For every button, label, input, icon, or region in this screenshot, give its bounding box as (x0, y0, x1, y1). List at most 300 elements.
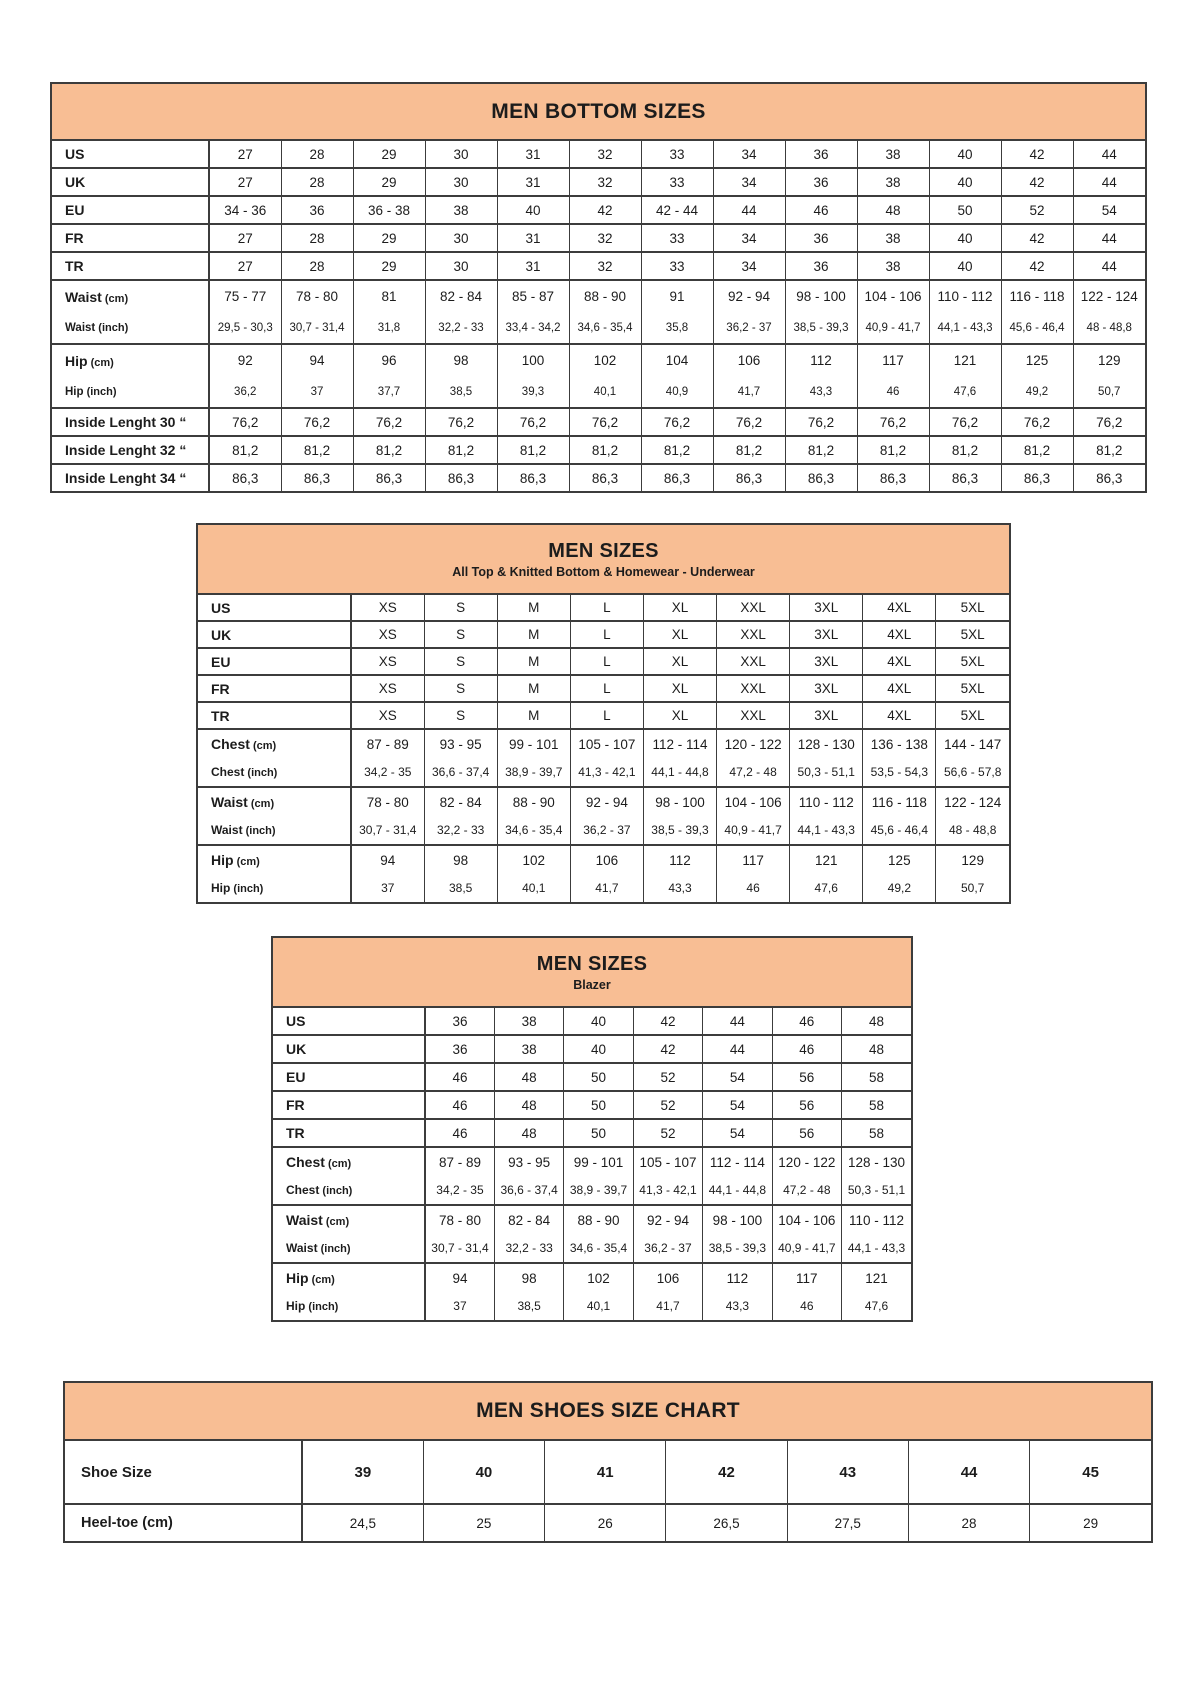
cell: 43,3 (785, 376, 857, 408)
cell: S (424, 621, 497, 648)
cell: 27 (209, 224, 281, 252)
cell: 36 (785, 168, 857, 196)
cell: 87 - 89 (351, 729, 424, 758)
cell: 5XL (936, 702, 1009, 729)
cell: 40 (564, 1008, 633, 1035)
cell: 76,2 (569, 408, 641, 436)
table-row (198, 874, 1009, 902)
men-blazer-sizes-header (273, 938, 911, 1008)
cell: 36 - 38 (353, 196, 425, 224)
cell: 117 (772, 1263, 841, 1292)
cell: 38,5 - 39,3 (785, 312, 857, 344)
cell: 42 (666, 1441, 787, 1504)
cell: 43 (787, 1441, 908, 1504)
cell: 30 (425, 252, 497, 280)
row-label: Chest (cm) (273, 1147, 425, 1176)
cell: 34,6 - 35,4 (497, 816, 570, 845)
men-bottom-sizes-grid (52, 141, 1145, 491)
cell: 78 - 80 (281, 280, 353, 312)
cell: 125 (863, 845, 936, 874)
table-row (273, 1091, 911, 1119)
cell: 81,2 (1001, 436, 1073, 464)
row-label: US (52, 141, 209, 168)
row-label: Waist (cm) (198, 787, 351, 816)
row-label: UK (273, 1035, 425, 1063)
cell: XXL (717, 595, 790, 621)
cell: 5XL (936, 675, 1009, 702)
cell: 33 (641, 252, 713, 280)
row-label: Hip (inch) (273, 1292, 425, 1320)
table-subtitle: All Top & Knitted Bottom & Homewear - Underwear (452, 564, 755, 579)
cell: 36 (785, 224, 857, 252)
row-label: TR (52, 252, 209, 280)
cell: XS (351, 648, 424, 675)
row-label: EU (273, 1063, 425, 1091)
row-label: FR (52, 224, 209, 252)
cell: 28 (281, 141, 353, 168)
cell: 42 (633, 1035, 702, 1063)
row-label: FR (198, 675, 351, 702)
row-label: Inside Lenght 30 “ (52, 408, 209, 436)
row-label: Waist (cm) (273, 1205, 425, 1234)
cell: 117 (857, 344, 929, 376)
row-label: FR (273, 1091, 425, 1119)
cell: 46 (857, 376, 929, 408)
cell: 34,2 - 35 (425, 1176, 494, 1205)
cell: 29 (353, 224, 425, 252)
cell: 88 - 90 (497, 787, 570, 816)
cell: 37 (425, 1292, 494, 1320)
cell: 40,1 (497, 874, 570, 902)
cell: 81,2 (929, 436, 1001, 464)
cell: 40,9 (641, 376, 713, 408)
cell: 106 (713, 344, 785, 376)
table-row (65, 1441, 1151, 1504)
cell: 29 (353, 252, 425, 280)
row-label: Heel-toe (cm) (65, 1504, 302, 1541)
row-label: Hip (inch) (198, 874, 351, 902)
cell: 27 (209, 252, 281, 280)
cell: 33 (641, 168, 713, 196)
cell: 4XL (863, 595, 936, 621)
cell: 38,5 - 39,3 (703, 1234, 772, 1263)
cell: 105 - 107 (570, 729, 643, 758)
row-label: UK (52, 168, 209, 196)
cell: 3XL (790, 621, 863, 648)
cell: 30,7 - 31,4 (351, 816, 424, 845)
cell: 28 (281, 168, 353, 196)
table-row (198, 648, 1009, 675)
cell: 81,2 (569, 436, 641, 464)
cell: 102 (497, 845, 570, 874)
cell: 81,2 (209, 436, 281, 464)
cell: 27 (209, 141, 281, 168)
cell: 76,2 (713, 408, 785, 436)
men-top-sizes-grid (198, 595, 1009, 902)
cell: 30 (425, 168, 497, 196)
cell: 129 (1073, 344, 1145, 376)
table-row (273, 1063, 911, 1091)
cell: 39,3 (497, 376, 569, 408)
table-title: MEN BOTTOM SIZES (491, 99, 706, 123)
cell: 92 - 94 (570, 787, 643, 816)
men-top-sizes-table (196, 523, 1011, 904)
cell: XL (643, 702, 716, 729)
cell: 43,3 (643, 874, 716, 902)
cell: 49,2 (1001, 376, 1073, 408)
cell: 92 - 94 (713, 280, 785, 312)
cell: 38 (857, 252, 929, 280)
cell: 44 (1073, 224, 1145, 252)
cell: 76,2 (281, 408, 353, 436)
cell: 41,3 - 42,1 (570, 758, 643, 787)
cell: 40 (929, 168, 1001, 196)
cell: 44 (703, 1008, 772, 1035)
cell: 27,5 (787, 1504, 908, 1541)
cell: 36,2 - 37 (633, 1234, 702, 1263)
row-label: Chest (cm) (198, 729, 351, 758)
cell: 25 (423, 1504, 544, 1541)
row-label: Chest (inch) (273, 1176, 425, 1205)
cell: 125 (1001, 344, 1073, 376)
cell: 78 - 80 (425, 1205, 494, 1234)
cell: 76,2 (353, 408, 425, 436)
table-row (198, 816, 1009, 845)
cell: 41,7 (570, 874, 643, 902)
cell: 120 - 122 (772, 1147, 841, 1176)
cell: 3XL (790, 595, 863, 621)
cell: 28 (281, 224, 353, 252)
cell: 30 (425, 224, 497, 252)
cell: 36,6 - 37,4 (494, 1176, 563, 1205)
cell: 96 (353, 344, 425, 376)
cell: S (424, 595, 497, 621)
cell: 52 (633, 1063, 702, 1091)
men-shoes-grid (65, 1441, 1151, 1541)
cell: 36 (785, 141, 857, 168)
cell: 86,3 (425, 464, 497, 491)
cell: 46 (425, 1091, 494, 1119)
cell: 105 - 107 (633, 1147, 702, 1176)
cell: 117 (717, 845, 790, 874)
cell: 86,3 (353, 464, 425, 491)
cell: 112 (643, 845, 716, 874)
table-row (273, 1119, 911, 1147)
cell: XL (643, 595, 716, 621)
cell: 38,5 (424, 874, 497, 902)
cell: 5XL (936, 648, 1009, 675)
cell: 40 (564, 1035, 633, 1063)
cell: 47,2 - 48 (772, 1176, 841, 1205)
cell: 98 (425, 344, 497, 376)
cell: 31 (497, 224, 569, 252)
cell: S (424, 675, 497, 702)
cell: 42 (1001, 252, 1073, 280)
cell: 38,9 - 39,7 (564, 1176, 633, 1205)
cell: 86,3 (785, 464, 857, 491)
cell: 94 (281, 344, 353, 376)
cell: 40 (929, 141, 1001, 168)
cell: 32 (569, 252, 641, 280)
cell: 52 (1001, 196, 1073, 224)
cell: 30,7 - 31,4 (281, 312, 353, 344)
cell: 32 (569, 168, 641, 196)
men-blazer-sizes-grid (273, 1008, 911, 1320)
table-row (52, 464, 1145, 491)
cell: 129 (936, 845, 1009, 874)
cell: 40 (497, 196, 569, 224)
cell: 48 (494, 1063, 563, 1091)
cell: 98 - 100 (643, 787, 716, 816)
cell: 47,6 (790, 874, 863, 902)
cell: 112 (785, 344, 857, 376)
row-label: EU (52, 196, 209, 224)
cell: 45,6 - 46,4 (863, 816, 936, 845)
cell: 46 (772, 1292, 841, 1320)
cell: 27 (209, 168, 281, 196)
row-label: TR (273, 1119, 425, 1147)
cell: 37 (351, 874, 424, 902)
cell: 44 (703, 1035, 772, 1063)
cell: 40,9 - 41,7 (717, 816, 790, 845)
cell: 31 (497, 252, 569, 280)
cell: 106 (633, 1263, 702, 1292)
cell: 104 - 106 (772, 1205, 841, 1234)
cell: 86,3 (497, 464, 569, 491)
cell: 48 - 48,8 (1073, 312, 1145, 344)
table-row (52, 141, 1145, 168)
cell: 112 (703, 1263, 772, 1292)
cell: XXL (717, 621, 790, 648)
cell: 40,9 - 41,7 (857, 312, 929, 344)
cell: M (497, 595, 570, 621)
men-bottom-sizes-table (50, 82, 1147, 493)
cell: 85 - 87 (497, 280, 569, 312)
cell: 42 (1001, 224, 1073, 252)
cell: 36,2 - 37 (570, 816, 643, 845)
table-row (273, 1234, 911, 1263)
cell: 46 (425, 1119, 494, 1147)
cell: 48 (494, 1091, 563, 1119)
cell: 53,5 - 54,3 (863, 758, 936, 787)
cell: 58 (842, 1091, 911, 1119)
cell: 110 - 112 (842, 1205, 911, 1234)
cell: 33 (641, 224, 713, 252)
cell: 136 - 138 (863, 729, 936, 758)
cell: 58 (842, 1063, 911, 1091)
cell: 48 (857, 196, 929, 224)
cell: XL (643, 675, 716, 702)
cell: 50,3 - 51,1 (842, 1176, 911, 1205)
cell: 122 - 124 (1073, 280, 1145, 312)
cell: 82 - 84 (494, 1205, 563, 1234)
table-row (273, 1147, 911, 1176)
cell: 81,2 (353, 436, 425, 464)
cell: 54 (1073, 196, 1145, 224)
row-label: Hip (cm) (198, 845, 351, 874)
cell: 88 - 90 (569, 280, 641, 312)
cell: 86,3 (569, 464, 641, 491)
cell: 37,7 (353, 376, 425, 408)
cell: XS (351, 621, 424, 648)
table-title: MEN SIZES (548, 539, 659, 562)
cell: 45,6 - 46,4 (1001, 312, 1073, 344)
cell: 38 (425, 196, 497, 224)
cell: 48 - 48,8 (936, 816, 1009, 845)
cell: 91 (641, 280, 713, 312)
cell: 32,2 - 33 (424, 816, 497, 845)
cell: 44 (908, 1441, 1029, 1504)
cell: 41,7 (633, 1292, 702, 1320)
cell: 104 (641, 344, 713, 376)
cell: 98 (424, 845, 497, 874)
cell: 50 (564, 1119, 633, 1147)
cell: 35,8 (641, 312, 713, 344)
cell: 30 (425, 141, 497, 168)
cell: 42 (633, 1008, 702, 1035)
cell: M (497, 702, 570, 729)
cell: 58 (842, 1119, 911, 1147)
cell: XS (351, 675, 424, 702)
cell: 87 - 89 (425, 1147, 494, 1176)
cell: 44 (1073, 168, 1145, 196)
row-label: EU (198, 648, 351, 675)
cell: 82 - 84 (425, 280, 497, 312)
cell: 4XL (863, 675, 936, 702)
cell: 92 - 94 (633, 1205, 702, 1234)
cell: 36,2 (209, 376, 281, 408)
row-label: UK (198, 621, 351, 648)
cell: 38,9 - 39,7 (497, 758, 570, 787)
cell: M (497, 648, 570, 675)
cell: 3XL (790, 702, 863, 729)
cell: 86,3 (641, 464, 713, 491)
cell: 37 (281, 376, 353, 408)
cell: 50,7 (1073, 376, 1145, 408)
cell: 30,7 - 31,4 (425, 1234, 494, 1263)
cell: 56,6 - 57,8 (936, 758, 1009, 787)
cell: 102 (564, 1263, 633, 1292)
cell: 38 (494, 1008, 563, 1035)
cell: 93 - 95 (494, 1147, 563, 1176)
cell: 40 (423, 1441, 544, 1504)
row-label: Chest (inch) (198, 758, 351, 787)
cell: XXL (717, 702, 790, 729)
cell: 86,3 (209, 464, 281, 491)
cell: 99 - 101 (564, 1147, 633, 1176)
cell: 76,2 (209, 408, 281, 436)
cell: 81,2 (713, 436, 785, 464)
cell: 42 (1001, 168, 1073, 196)
table-row (198, 675, 1009, 702)
cell: 81,2 (425, 436, 497, 464)
cell: 144 - 147 (936, 729, 1009, 758)
cell: 86,3 (281, 464, 353, 491)
cell: 38 (857, 224, 929, 252)
cell: 52 (633, 1119, 702, 1147)
cell: 56 (772, 1091, 841, 1119)
table-row (52, 408, 1145, 436)
table-row (198, 621, 1009, 648)
table-row (273, 1263, 911, 1292)
row-label: Shoe Size (65, 1441, 302, 1504)
cell: 24,5 (302, 1504, 423, 1541)
table-row (198, 758, 1009, 787)
cell: 76,2 (1001, 408, 1073, 436)
cell: 36 (425, 1008, 494, 1035)
cell: 4XL (863, 648, 936, 675)
cell: 4XL (863, 621, 936, 648)
table-row (198, 702, 1009, 729)
cell: 43,3 (703, 1292, 772, 1320)
row-label: TR (198, 702, 351, 729)
cell: 41,3 - 42,1 (633, 1176, 702, 1205)
cell: 40,1 (569, 376, 641, 408)
cell: 75 - 77 (209, 280, 281, 312)
cell: 46 (425, 1063, 494, 1091)
row-label: Hip (inch) (52, 376, 209, 408)
cell: XS (351, 595, 424, 621)
table-row (273, 1035, 911, 1063)
cell: 78 - 80 (351, 787, 424, 816)
cell: 49,2 (863, 874, 936, 902)
cell: 34,6 - 35,4 (564, 1234, 633, 1263)
cell: S (424, 702, 497, 729)
table-row (52, 344, 1145, 376)
cell: 128 - 130 (842, 1147, 911, 1176)
cell: 98 - 100 (703, 1205, 772, 1234)
cell: 33,4 - 34,2 (497, 312, 569, 344)
cell: 93 - 95 (424, 729, 497, 758)
cell: 54 (703, 1119, 772, 1147)
cell: 44,1 - 44,8 (703, 1176, 772, 1205)
cell: 44,1 - 44,8 (643, 758, 716, 787)
cell: 26 (545, 1504, 666, 1541)
cell: 36,6 - 37,4 (424, 758, 497, 787)
cell: 44 (713, 196, 785, 224)
cell: 45 (1030, 1441, 1151, 1504)
row-label: US (198, 595, 351, 621)
cell: 81,2 (857, 436, 929, 464)
cell: XXL (717, 675, 790, 702)
cell: 38 (857, 168, 929, 196)
cell: 38 (494, 1035, 563, 1063)
cell: 38,5 (494, 1292, 563, 1320)
cell: 41,7 (713, 376, 785, 408)
cell: 86,3 (713, 464, 785, 491)
row-label: Waist (inch) (198, 816, 351, 845)
cell: 33 (641, 141, 713, 168)
cell: 29,5 - 30,3 (209, 312, 281, 344)
cell: 92 (209, 344, 281, 376)
table-row (52, 196, 1145, 224)
table-row (198, 787, 1009, 816)
table-row (198, 845, 1009, 874)
cell: 5XL (936, 595, 1009, 621)
row-label: Hip (cm) (273, 1263, 425, 1292)
cell: 42 - 44 (641, 196, 713, 224)
cell: 116 - 118 (863, 787, 936, 816)
cell: 50 (929, 196, 1001, 224)
table-row (198, 595, 1009, 621)
cell: 32 (569, 224, 641, 252)
cell: M (497, 621, 570, 648)
cell: 76,2 (785, 408, 857, 436)
cell: 47,6 (929, 376, 1001, 408)
cell: 76,2 (929, 408, 1001, 436)
cell: L (570, 702, 643, 729)
table-row (52, 224, 1145, 252)
